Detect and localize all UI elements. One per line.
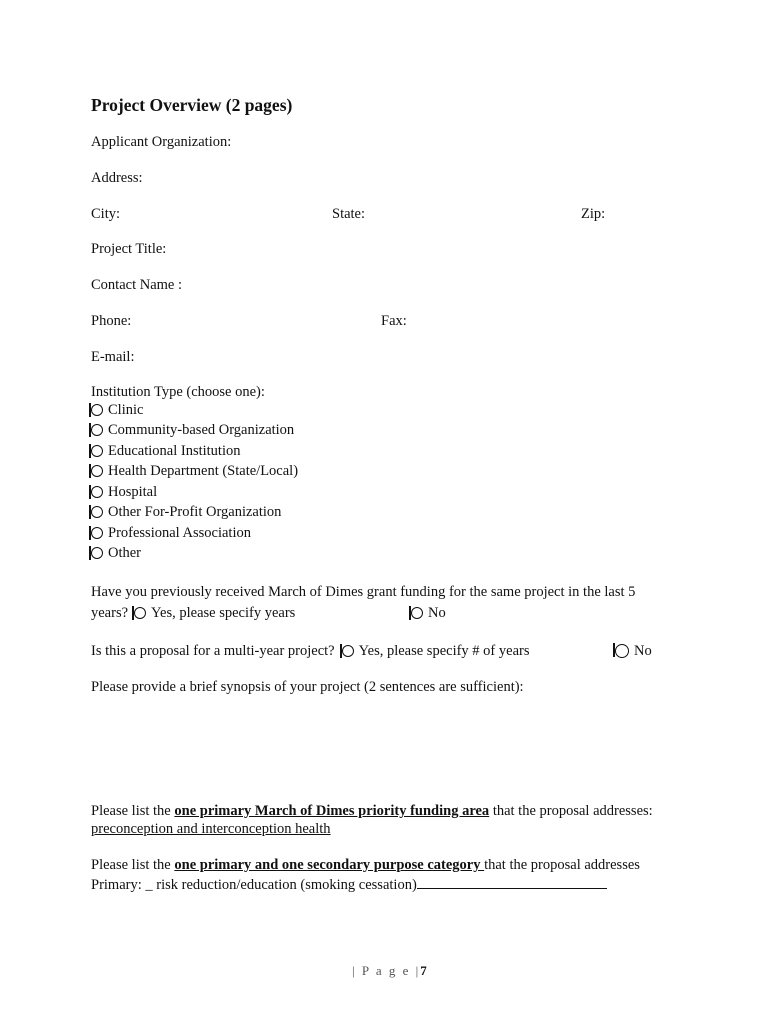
- prev-funding-yes-radio[interactable]: [134, 607, 146, 619]
- page-footer: [352, 962, 429, 980]
- page-title: Project Overview (2 pages): [91, 95, 293, 115]
- radio-icon: [91, 486, 103, 498]
- radio-icon: [91, 547, 103, 559]
- primary-answer-line: [417, 874, 607, 889]
- institution-option-health-dept[interactable]: Health Department (State/Local): [91, 462, 298, 480]
- prev-funding-question: Have you previously received March of Dimes grant funding for the same project in the last 5: [91, 584, 636, 600]
- institution-option-clinic[interactable]: Clinic: [91, 401, 143, 419]
- phone-label: Phone:: [91, 313, 132, 329]
- institution-option-other[interactable]: Other: [91, 544, 141, 562]
- radio-icon: [411, 607, 423, 619]
- multi-year-yes-label: Yes, please specify # of years: [358, 643, 530, 659]
- institution-option-for-profit[interactable]: Other For-Profit Organization: [91, 503, 281, 521]
- contact-name-label: Contact Name :: [91, 277, 183, 293]
- footer-label: | P a g e |: [352, 963, 421, 978]
- institution-option-educational[interactable]: Educational Institution: [91, 442, 241, 460]
- institution-type-label: Institution Type (choose one):: [91, 384, 265, 400]
- page-number: 7: [420, 963, 429, 978]
- radio-icon: [91, 404, 103, 416]
- synopsis-label: Please provide a brief synopsis of your project (2 sentences are sufficient):: [91, 679, 524, 695]
- state-label: State:: [332, 206, 366, 222]
- applicant-organization-label: Applicant Organization:: [91, 134, 232, 150]
- project-title-label: Project Title:: [91, 241, 167, 257]
- multi-year-row: Is this a proposal for a multi-year project? Yes, please specify # of years: [91, 643, 530, 659]
- prev-funding-yes-label: Yes, please specify years: [151, 605, 296, 621]
- zip-label: Zip:: [581, 206, 606, 222]
- radio-icon: [91, 445, 103, 457]
- radio-icon: [91, 527, 103, 539]
- multi-year-yes-radio[interactable]: [342, 645, 354, 657]
- radio-icon: [91, 465, 103, 477]
- institution-option-community[interactable]: Community-based Organization: [91, 421, 294, 439]
- radio-icon: [615, 644, 629, 658]
- address-label: Address:: [91, 170, 143, 186]
- prev-funding-line2: years? Yes, please specify years: [91, 605, 296, 621]
- fax-label: Fax:: [381, 313, 407, 329]
- purpose-question: Please list the one primary and one secondary purpose category that the proposal addresses: [91, 857, 640, 873]
- radio-icon: [91, 424, 103, 436]
- priority-question: Please list the one primary March of Dimes priority funding area that the proposal addresses:: [91, 803, 653, 819]
- prev-funding-no-option[interactable]: No: [411, 604, 446, 622]
- radio-icon: [91, 506, 103, 518]
- purpose-primary-row: Primary: _ risk reduction/education (smoking cessation): [91, 874, 607, 894]
- city-label: City:: [91, 206, 121, 222]
- institution-option-hospital[interactable]: Hospital: [91, 483, 157, 501]
- institution-option-professional[interactable]: Professional Association: [91, 524, 251, 542]
- multi-year-no-option[interactable]: No: [615, 642, 652, 660]
- email-label: E-mail:: [91, 349, 135, 365]
- priority-answer: preconception and interconception health: [91, 821, 331, 837]
